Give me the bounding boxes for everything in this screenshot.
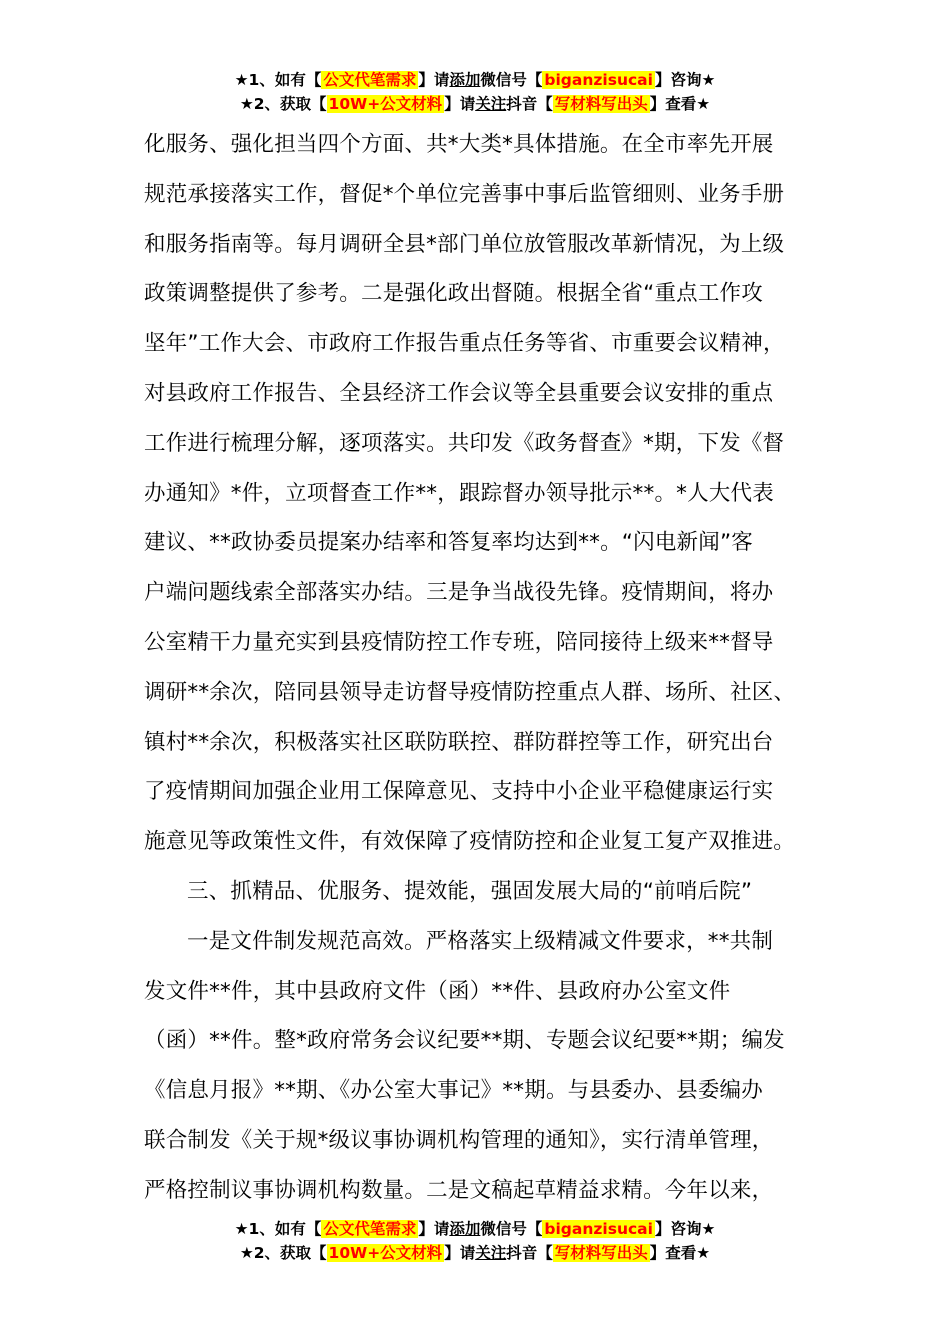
body-line: 严格控制议事协调机构数量。二是文稿起草精益求精。今年以来，	[144, 1177, 774, 1203]
body-line: 联合制发《关于规*级议事协调机构管理的通知》，实行清单管理，	[144, 1127, 774, 1153]
banner-line-1: ★1、如有【 公文代笔需求 】请添加微信号【 biganzisucai 】咨询★	[234, 1220, 716, 1238]
document-body	[144, 120, 834, 1216]
highlight-service: 公文代笔需求	[323, 1220, 417, 1238]
highlight-wechat-id: biganzisucai	[544, 71, 653, 89]
header-banner	[0, 68, 950, 116]
body-line: 化服务、强化担当四个方面、共*大类*具体措施。在全市率先开展	[144, 132, 774, 157]
body-line: （函）**件。整*政府常务会议纪要**期、专题会议纪要**期；编发	[144, 1028, 785, 1054]
body-line: 规范承接落实工作，督促*个单位完善事中事后监管细则、业务手册	[144, 181, 785, 207]
highlight-douyin: 写材料写出头	[554, 1244, 648, 1262]
footer-banner	[0, 1217, 950, 1265]
body-line: 发文件**件，其中县政府文件（函）**件、县政府办公室文件	[144, 978, 731, 1004]
highlight-wechat-id: biganzisucai	[544, 1220, 653, 1238]
body-line: 《信息月报》**期、《办公室大事记》**期。与县委办、县委编办	[144, 1078, 763, 1104]
highlight-douyin: 写材料写出头	[554, 95, 648, 113]
section-heading: 三、抓精品、优服务、提效能，强固发展大局的“前哨后院”	[187, 878, 753, 904]
body-line: 和服务指南等。每月调研全县*部门单位放管服改革新情况，为上级	[144, 231, 785, 257]
body-line: 调研**余次，陪同县领导走访督导疫情防控重点人群、场所、社区、	[144, 679, 796, 705]
body-line: 坚年”工作大会、市政府工作报告重点任务等省、市重要会议精神，	[144, 331, 785, 357]
paragraph-start: 一是文件制发规范高效。严格落实上级精减文件要求，**共制	[187, 928, 774, 954]
banner-line-2: ★2、获取【 10W+公文材料 】请关注抖音【 写材料写出头 】查看★	[239, 1244, 711, 1262]
body-line: 对县政府工作报告、全县经济工作会议等全县重要会议安排的重点	[144, 380, 774, 406]
highlight-service: 公文代笔需求	[323, 71, 417, 89]
highlight-materials: 10W+公文材料	[328, 1244, 443, 1262]
body-line: 政策调整提供了参考。二是强化政出督随。根据全省“重点工作攻	[144, 281, 763, 307]
body-line: 了疫情期间加强企业用工保障意见、支持中小企业平稳健康运行实	[144, 779, 774, 805]
body-line: 公室精干力量充实到县疫情防控工作专班，陪同接待上级来**督导	[144, 629, 774, 655]
body-line: 办通知》*件，立项督查工作**，跟踪督办领导批示**。*人大代表	[144, 480, 774, 506]
body-line: 镇村**余次，积极落实社区联防联控、群防群控等工作，研究出台	[144, 729, 774, 755]
body-line: 建议、**政协委员提案办结率和答复率均达到**。“闪电新闻”客	[144, 530, 753, 556]
highlight-materials: 10W+公文材料	[328, 95, 443, 113]
body-line: 户端问题线索全部落实办结。三是争当战役先锋。疫情期间，将办	[144, 580, 774, 606]
banner-line-2: ★2、获取【 10W+公文材料 】请关注抖音【 写材料写出头 】查看★	[239, 95, 711, 113]
banner-line-1: ★1、如有【 公文代笔需求 】请添加微信号【 biganzisucai 】咨询★	[234, 71, 716, 89]
body-line: 工作进行梳理分解，逐项落实。共印发《政务督查》*期，下发《督	[144, 430, 785, 456]
body-line: 施意见等政策性文件，有效保障了疫情防控和企业复工复产双推进。	[144, 829, 796, 855]
